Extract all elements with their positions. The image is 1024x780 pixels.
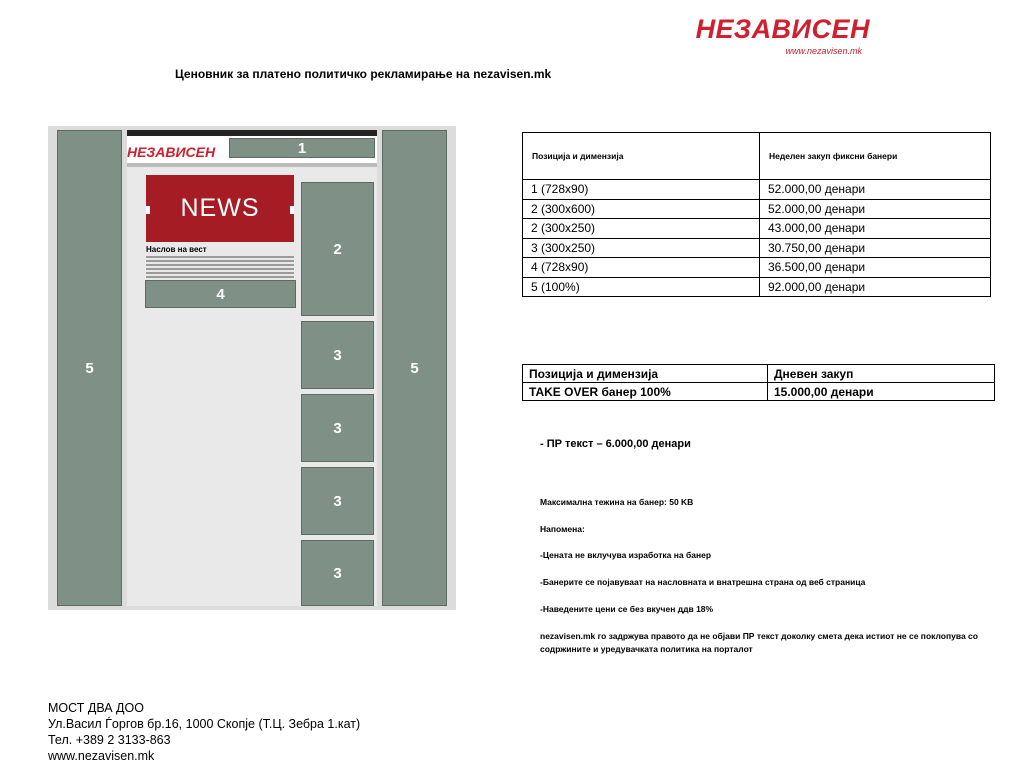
company-footer bbox=[48, 700, 360, 764]
note-item: -Банерите се појавуваат на насловната и внатрешна страна од веб страница bbox=[540, 577, 866, 587]
note-item: -Наведените цени се без вкучен ддв 18% bbox=[540, 604, 714, 614]
table-row: 3 (300x250) 30.750,00 денари bbox=[523, 238, 991, 258]
position-3-c: 3 bbox=[301, 467, 374, 535]
logo-wordmark: НЕЗАВИСЕН bbox=[695, 14, 870, 44]
company-phone: Тел. +389 2 3133-863 bbox=[48, 733, 171, 747]
column-header: Позиција и димензија bbox=[523, 133, 760, 180]
position-5-right: 5 bbox=[382, 130, 447, 606]
slider-arrow-left-icon bbox=[146, 206, 150, 214]
position-5-left: 5 bbox=[57, 130, 122, 606]
position-3-a: 3 bbox=[301, 321, 374, 389]
position-3-b: 3 bbox=[301, 394, 374, 462]
news-headline: Наслов на вест bbox=[146, 245, 207, 254]
brand-logo bbox=[690, 14, 870, 56]
table-header-row bbox=[523, 365, 995, 383]
pr-text-price: - ПР текст – 6.000,00 денари bbox=[540, 438, 691, 450]
company-website: www.nezavisen.mk bbox=[48, 749, 155, 763]
site-navbar bbox=[127, 163, 377, 167]
table-row: TAKE OVER банер 100% 15.000,00 денари bbox=[523, 383, 995, 401]
document-title: Ценовник за платено политичко рекламирање на nezavisen.mk bbox=[175, 67, 552, 81]
site-logo: НЕЗАВИСЕН bbox=[127, 144, 216, 160]
note-disclaimer: nezavisen.mk го задржува правото да не објави ПР текст доколку смета дека истиот не се поклопува со содржините и уредувачката политика на порталот bbox=[540, 631, 978, 654]
logo-url: www.nezavisen.mk bbox=[785, 46, 862, 56]
table-row: 2 (300x250) 43.000,00 денари bbox=[523, 219, 991, 239]
table-header-row bbox=[523, 133, 991, 180]
table-row: 5 (100%) 92.000,00 денари bbox=[523, 277, 991, 297]
position-2: 2 bbox=[301, 182, 374, 316]
banner-positions-mockup bbox=[48, 126, 456, 610]
table-row: 4 (728x90) 36.500,00 денари bbox=[523, 258, 991, 278]
max-banner-weight: Максимална тежина на банер: 50 KB bbox=[540, 497, 694, 507]
note-item: -Цената не вклучува изработка на банер bbox=[540, 550, 712, 560]
position-4: 4 bbox=[145, 280, 296, 308]
position-3-d: 3 bbox=[301, 540, 374, 606]
news-image: NEWS bbox=[146, 175, 294, 242]
daily-price-table bbox=[522, 364, 995, 401]
table-row: 1 (728x90) 52.000,00 денари bbox=[523, 180, 991, 200]
company-address: Ул.Васил Ѓоргов бр.16, 1000 Скопје (Т.Ц. Зебра 1.кат) bbox=[48, 717, 361, 731]
column-header: Дневен закуп bbox=[768, 365, 995, 383]
table-row: 2 (300x600) 52.000,00 денари bbox=[523, 199, 991, 219]
slider-arrow-right-icon bbox=[290, 206, 294, 214]
position-1: 1 bbox=[229, 138, 375, 158]
weekly-price-table bbox=[522, 132, 991, 297]
note-label: Напомена: bbox=[540, 524, 585, 534]
column-header: Позиција и димензија bbox=[523, 365, 768, 383]
company-name: МОСТ ДВА ДОО bbox=[48, 701, 144, 715]
column-header: Неделен закуп фиксни банери bbox=[760, 133, 991, 180]
